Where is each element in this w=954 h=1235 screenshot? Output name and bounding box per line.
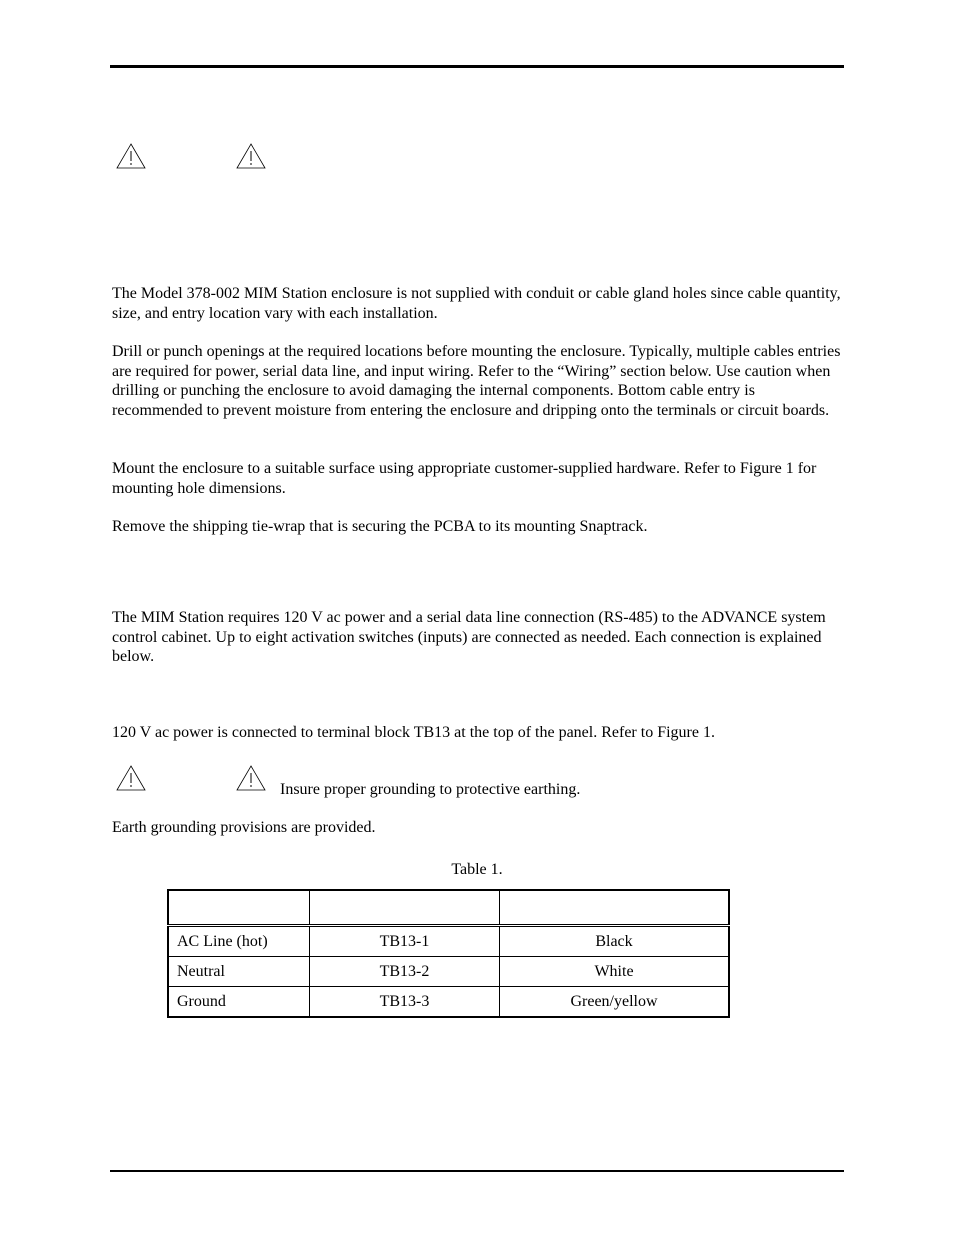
function-cell: Neutral	[168, 957, 310, 987]
table-header-cell	[168, 890, 310, 926]
terminal-cell: TB13-2	[310, 957, 500, 987]
tie-wrap-paragraph: Remove the shipping tie-wrap that is securing the PCBA to its mounting Snaptrack.	[112, 518, 648, 535]
table-row	[168, 926, 729, 957]
wire-color-cell: White	[500, 957, 730, 987]
table-caption: Table 1.	[451, 861, 503, 878]
table-header-cell	[310, 890, 500, 926]
terminal-cell: TB13-1	[310, 926, 500, 957]
footer-rule	[110, 1170, 844, 1172]
function-cell: AC Line (hot)	[168, 926, 310, 957]
earth-grounding-paragraph: Earth grounding provisions are provided.	[112, 819, 376, 836]
wire-color-cell: Green/yellow	[500, 987, 730, 1018]
warning-triangle-icon	[236, 765, 266, 791]
table-header-cell	[500, 890, 730, 926]
table-header-row	[168, 890, 729, 926]
wire-color-cell: Black	[500, 926, 730, 957]
terminal-cell: TB13-3	[310, 987, 500, 1018]
warning-triangle-icon	[116, 143, 146, 169]
mount-paragraph: Mount the enclosure to a suitable surface using appropriate customer-supplied hardware. Refer to Figure 1 for mounting hole dimensions.	[112, 460, 817, 497]
table-row	[168, 987, 729, 1018]
warning-triangle-icon	[236, 143, 266, 169]
power-paragraph: 120 V ac power is connected to terminal block TB13 at the top of the panel. Refer to Figure 1.	[112, 724, 715, 741]
header-rule	[110, 65, 844, 68]
table-row	[168, 957, 729, 987]
wiring-paragraph: The MIM Station requires 120 V ac power and a serial data line connection (RS-485) to the ADVANCE system control cabinet. Up to eight activation switches (inputs) are connected as needed. Each connection is explained below.	[112, 609, 826, 666]
function-cell: Ground	[168, 987, 310, 1018]
enclosure-paragraph: The Model 378-002 MIM Station enclosure is not supplied with conduit or cable gland holes since cable quantity, size, and entry location vary with each installation.	[112, 285, 841, 322]
warning-triangle-icon	[116, 765, 146, 791]
power-connection-table	[167, 889, 730, 1018]
grounding-warning-text: Insure proper grounding to protective earthing.	[280, 781, 581, 798]
drill-paragraph: Drill or punch openings at the required locations before mounting the enclosure. Typically, multiple cables entries are required for power, serial data line, and input wiring. Refer to the “Wiring” section below. Use caution when drilling or punching the enclosure to avoid damaging the internal components. Bottom cable entry is recommended to prevent moisture from entering the enclosure and dripping onto the terminals or circuit boards.	[112, 343, 841, 419]
